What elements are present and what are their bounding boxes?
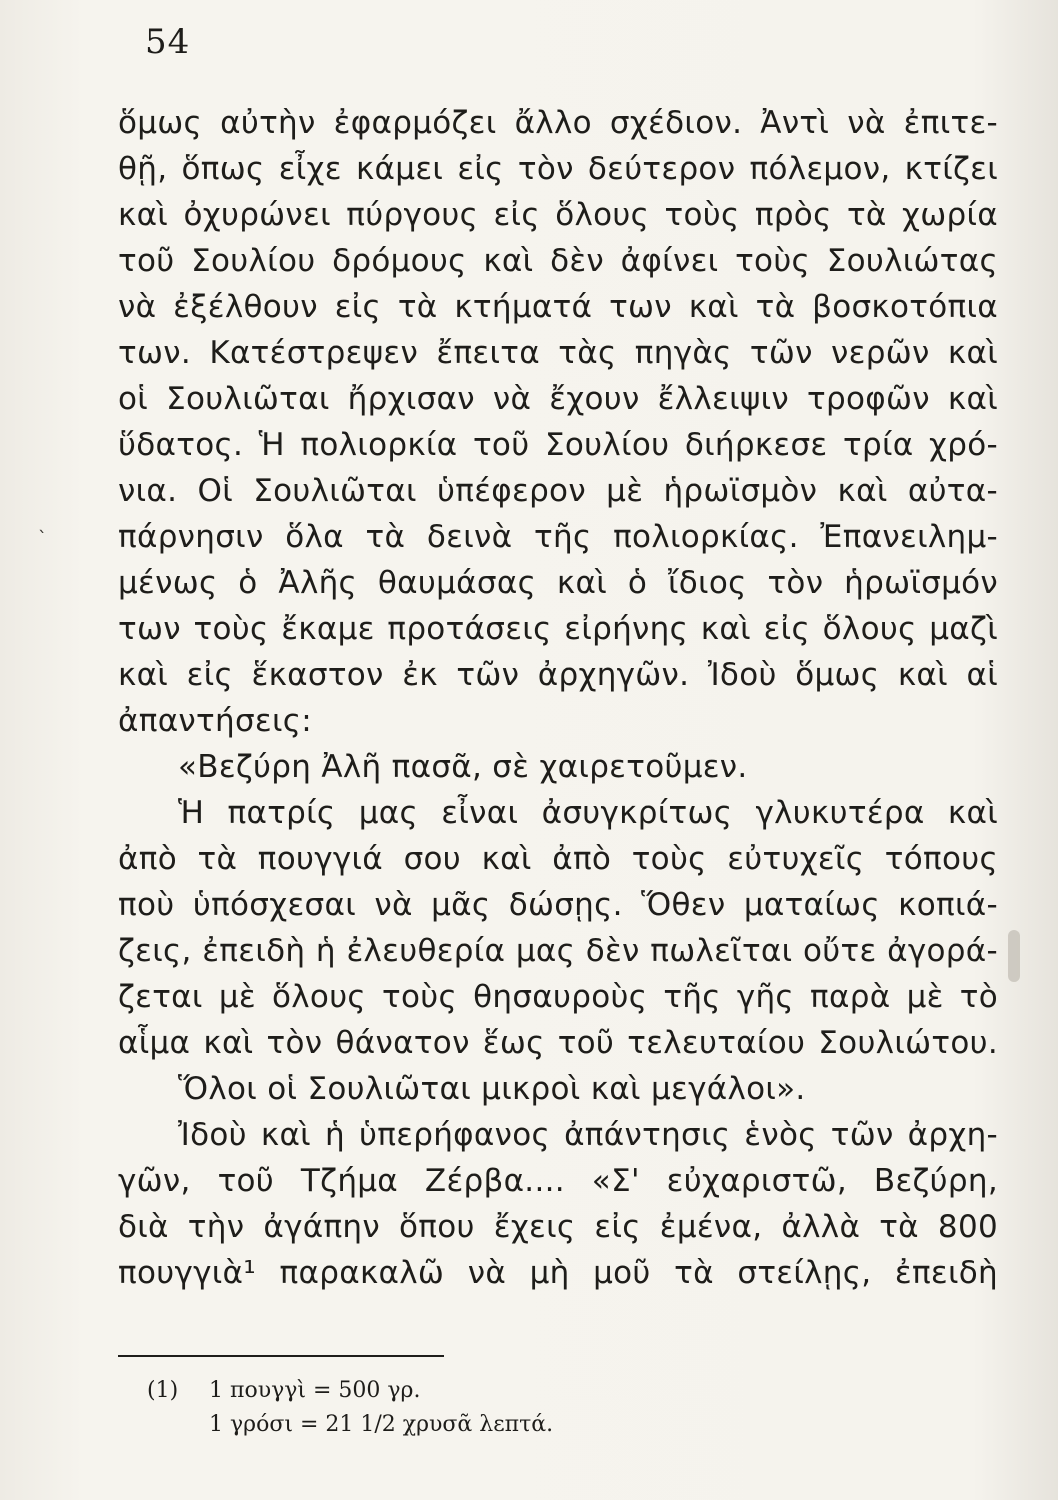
text-line: καὶ εἰς ἕκαστον ἐκ τῶν ἀρχηγῶν. Ἰδοὺ ὅμως καὶ αἱ bbox=[118, 657, 998, 693]
paper-stain bbox=[1008, 930, 1020, 982]
footnote-mark: (1) bbox=[147, 1378, 179, 1403]
text-line: οἱ Σουλιῶται ἤρχισαν νὰ ἔχουν ἔλλειψιν τροφῶν καὶ bbox=[118, 381, 998, 417]
text-line: πουγγιὰ¹ παρακαλῶ νὰ μὴ μοῦ τὰ στείλῃς, ἐπειδὴ bbox=[118, 1255, 998, 1291]
quote-line: Ἡ πατρίς μας εἶναι ἀσυγκρίτως γλυκυτέρα καὶ bbox=[178, 795, 998, 831]
footnote-row bbox=[147, 1408, 553, 1442]
page-number: 54 bbox=[145, 22, 191, 62]
quote-line: «Βεζύρη Ἀλῆ πασᾶ, σὲ χαιρετοῦμεν. bbox=[178, 749, 748, 785]
footnote-text: 1 γρόσι = 21 1/2 χρυσᾶ λεπτά. bbox=[209, 1412, 554, 1437]
text-line: πάρνησιν ὅλα τὰ δεινὰ τῆς πολιορκίας. Ἐπανειλημ- bbox=[118, 519, 998, 555]
text-line: ὅμως αὐτὴν ἐφαρμόζει ἄλλο σχέδιον. Ἀντὶ νὰ ἐπιτε- bbox=[118, 105, 998, 141]
text-line: καὶ ὀχυρώνει πύργους εἰς ὅλους τοὺς πρὸς τὰ χωρία bbox=[118, 197, 998, 233]
footnote-divider bbox=[118, 1355, 444, 1357]
text-line: ὕδατος. Ἡ πολιορκία τοῦ Σουλίου διήρκεσε τρία χρό- bbox=[118, 427, 998, 463]
text-line: θῇ, ὅπως εἶχε κάμει εἰς τὸν δεύτερον πόλεμον, κτίζει bbox=[118, 151, 998, 187]
text-line: νὰ ἐξέλθουν εἰς τὰ κτήματά των καὶ τὰ βοσκοτόπια bbox=[118, 289, 998, 325]
margin-mark: ` bbox=[38, 528, 47, 549]
footnote-text: 1 πουγγὶ = 500 γρ. bbox=[209, 1378, 421, 1403]
body-text bbox=[118, 100, 998, 1296]
text-line: διὰ τὴν ἀγάπην ὅπου ἔχεις εἰς ἐμένα, ἀλλὰ τὰ 800 bbox=[118, 1209, 998, 1245]
quote-line: ζεις, ἐπειδὴ ἡ ἐλευθερία μας δὲν πωλεῖται οὔτε ἀγορά- bbox=[118, 933, 998, 969]
quote-line: ποὺ ὑπόσχεσαι νὰ μᾶς δώσῃς. Ὅθεν ματαίως κοπιά- bbox=[118, 887, 998, 923]
quote-line: Ὅλοι οἱ Σουλιῶται μικροὶ καὶ μεγάλοι». bbox=[178, 1071, 806, 1107]
footnote-row bbox=[147, 1374, 553, 1408]
quote-line: αἷμα καὶ τὸν θάνατον ἕως τοῦ τελευταίου Σουλιώτου. bbox=[118, 1025, 998, 1061]
text-line: μένως ὁ Ἀλῆς θαυμάσας καὶ ὁ ἴδιος τὸν ἡρωϊσμόν bbox=[118, 565, 998, 601]
text-line: Ἰδοὺ καὶ ἡ ὑπερήφανος ἀπάντησις ἑνὸς τῶν ἀρχη- bbox=[178, 1117, 998, 1153]
text-line: των. Κατέστρεψεν ἔπειτα τὰς πηγὰς τῶν νερῶν καὶ bbox=[118, 335, 998, 371]
text-line: γῶν, τοῦ Τζήμα Ζέρβα.... «Σ' εὐχαριστῶ, Βεζύρη, bbox=[118, 1163, 998, 1199]
quote-line: ζεται μὲ ὅλους τοὺς θησαυροὺς τῆς γῆς παρὰ μὲ τὸ bbox=[118, 979, 998, 1015]
footnotes bbox=[147, 1374, 553, 1442]
text-line: των τοὺς ἔκαμε προτάσεις εἰρήνης καὶ εἰς ὅλους μαζὶ bbox=[118, 611, 998, 647]
text-line: ἀπαντήσεις: bbox=[118, 703, 312, 739]
quote-line: ἀπὸ τὰ πουγγιά σου καὶ ἀπὸ τοὺς εὐτυχεῖς τόπους bbox=[118, 841, 998, 877]
text-line: τοῦ Σουλίου δρόμους καὶ δὲν ἀφίνει τοὺς Σουλιώτας bbox=[118, 243, 998, 279]
text-line: νια. Οἱ Σουλιῶται ὑπέφερον μὲ ἡρωϊσμὸν καὶ αὐτα- bbox=[118, 473, 998, 509]
